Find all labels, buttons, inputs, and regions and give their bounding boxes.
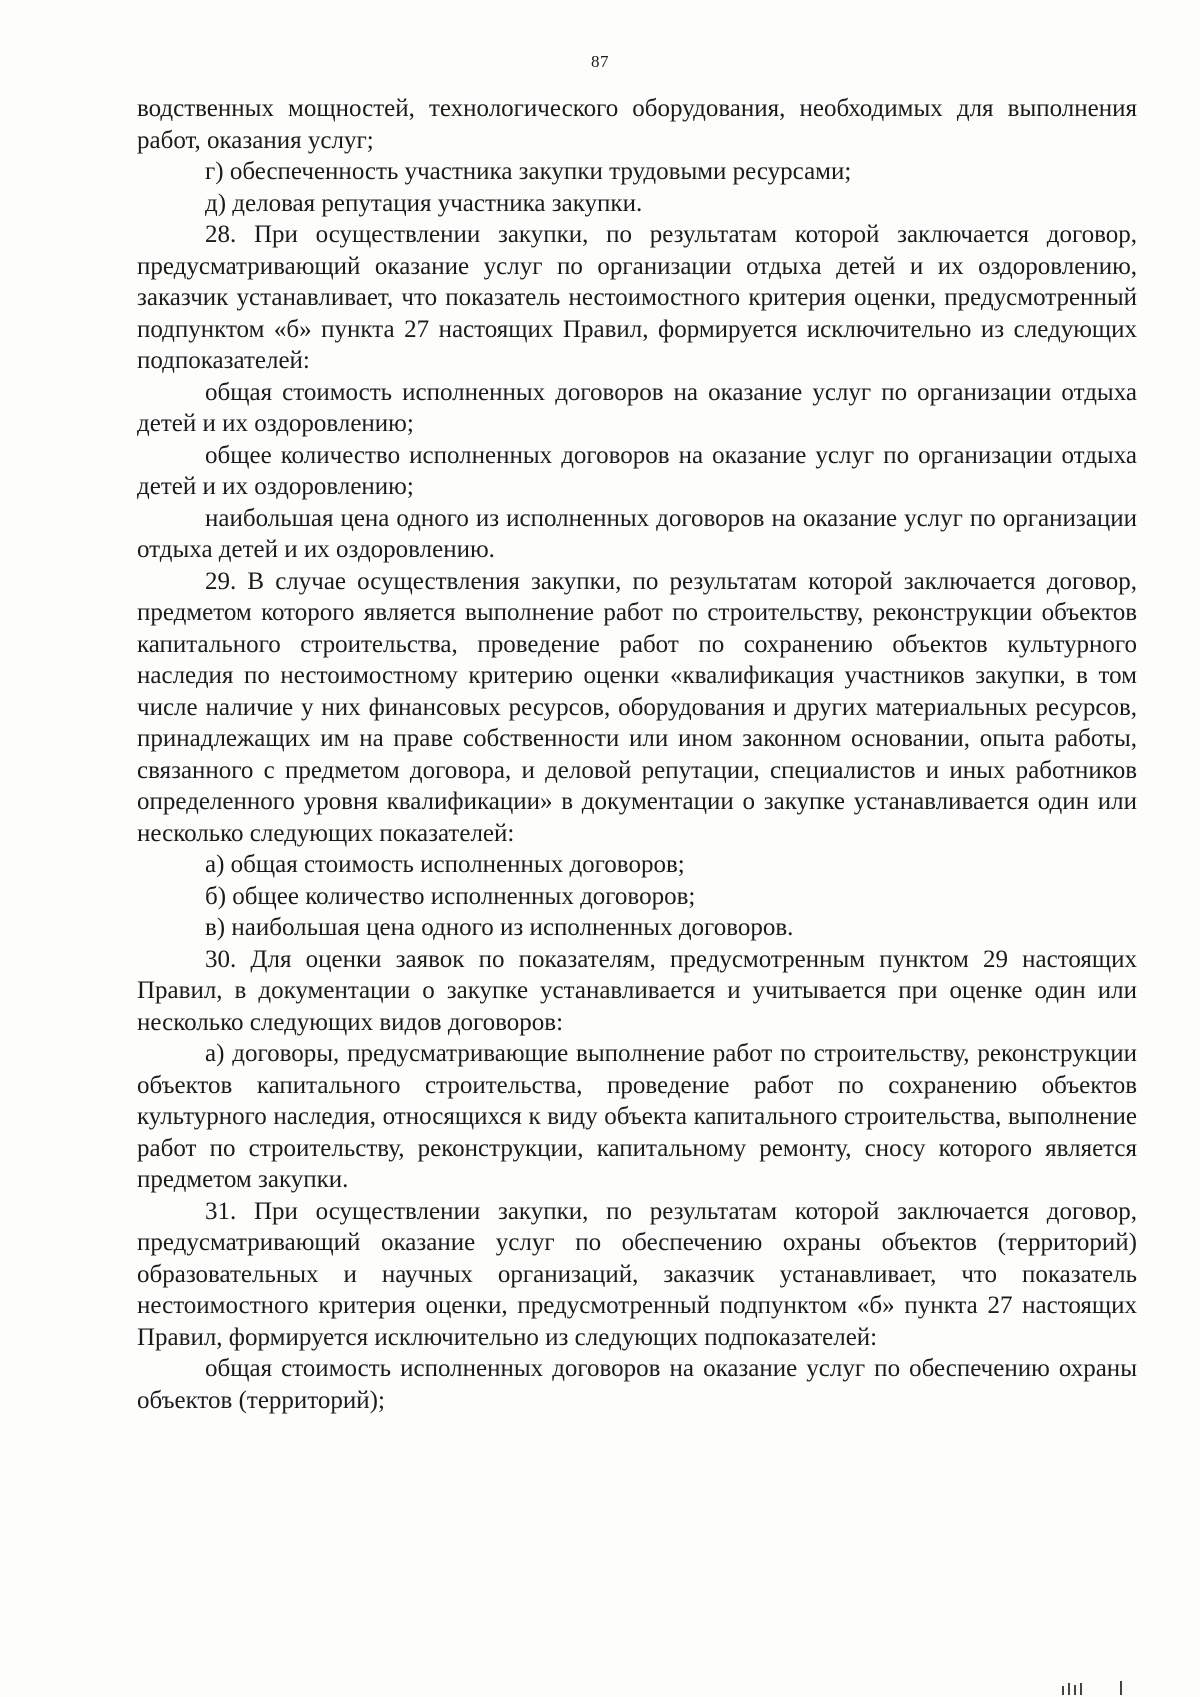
paragraph-subindicator-total-count: общее количество исполненных договоров на оказание услуг по организации отдыха детей и их оздоровлению; <box>137 441 1137 500</box>
paragraph-item-a: а) общая стоимость исполненных договоров; <box>205 851 685 878</box>
document-body <box>137 93 1137 1416</box>
paragraph-clause-31: 31. При осуществлении закупки, по результатам которой заключается договор, предусматривающий оказание услуг по обеспечению охраны объектов (территорий) образовательных и научных организаций, заказчик устанавливает, что показатель нестоимостного критерия оценки, предусмотренный подпунктом «б» пункта 27 настоящих Правил, формируется исключительно из следующих подпоказателей: <box>137 1197 1137 1351</box>
paragraph-clause-29: 29. В случае осуществления закупки, по результатам которой заключается договор, предметом которого является выполнение работ по строительству, реконструкции объектов капитального строительства, проведение работ по сохранению объектов культурного наследия по нестоимостному критерию оценки «квалификация участников закупки, в том числе наличие у них финансовых ресурсов, оборудования и других материальных ресурсов, принадлежащих им на праве собственности или ином законном основании, опыта работы, связанного с предметом договора, и деловой репутации, специалистов и иных работников определенного уровня квалификации» в документации о закупке устанавливается один или несколько следующих показателей: <box>137 567 1137 847</box>
paragraph-item-d: д) деловая репутация участника закупки. <box>205 189 643 217</box>
paragraph-subindicator-total-cost: общая стоимость исполненных договоров на оказание услуг по организации отдыха детей и их оздоровлению; <box>137 378 1137 437</box>
paragraph-subindicator-security-cost: общая стоимость исполненных договоров на оказание услуг по обеспечению охраны объектов (территорий); <box>137 1355 1137 1414</box>
paragraph-clause-30: 30. Для оценки заявок по показателям, предусмотренным пунктом 29 настоящих Правил, в документации о закупке устанавливается и учитывается при оценке один или несколько следующих видов договоров: <box>137 945 1137 1036</box>
paragraph-continuation: водственных мощностей, технологического оборудования, необходимых для выполнения работ, оказания услуг; <box>137 95 1137 154</box>
paragraph-clause-30-item-a: а) договоры, предусматривающие выполнение работ по строительству, реконструкции объектов капитального строительства, проведение работ по сохранению объектов культурного наследия, относящихся к виду объекта капитального строительства, выполнение работ по строительству, реконструкции, капитальному ремонту, сносу которого является предметом закупки. <box>137 1040 1137 1193</box>
scan-footer-marks <box>1058 1679 1138 1695</box>
page-number: 87 <box>591 52 609 71</box>
paragraph-item-v: в) наибольшая цена одного из исполненных договоров. <box>205 914 794 941</box>
paragraph-item-g: г) обеспеченность участника закупки трудовыми ресурсами; <box>205 158 852 185</box>
paragraph-item-b: б) общее количество исполненных договоров; <box>205 882 696 910</box>
paragraph-subindicator-max-price: наибольшая цена одного из исполненных договоров на оказание услуг по организации отдыха детей и их оздоровлению. <box>137 504 1137 563</box>
paragraph-clause-28: 28. При осуществлении закупки, по результатам которой заключается договор, предусматривающий оказание услуг по организации отдыха детей и их оздоровлению, заказчик устанавливает, что показатель нестоимостного критерия оценки, предусмотренный подпунктом «б» пункта 27 настоящих Правил, формируется исключительно из следующих подпоказателей: <box>137 221 1137 374</box>
